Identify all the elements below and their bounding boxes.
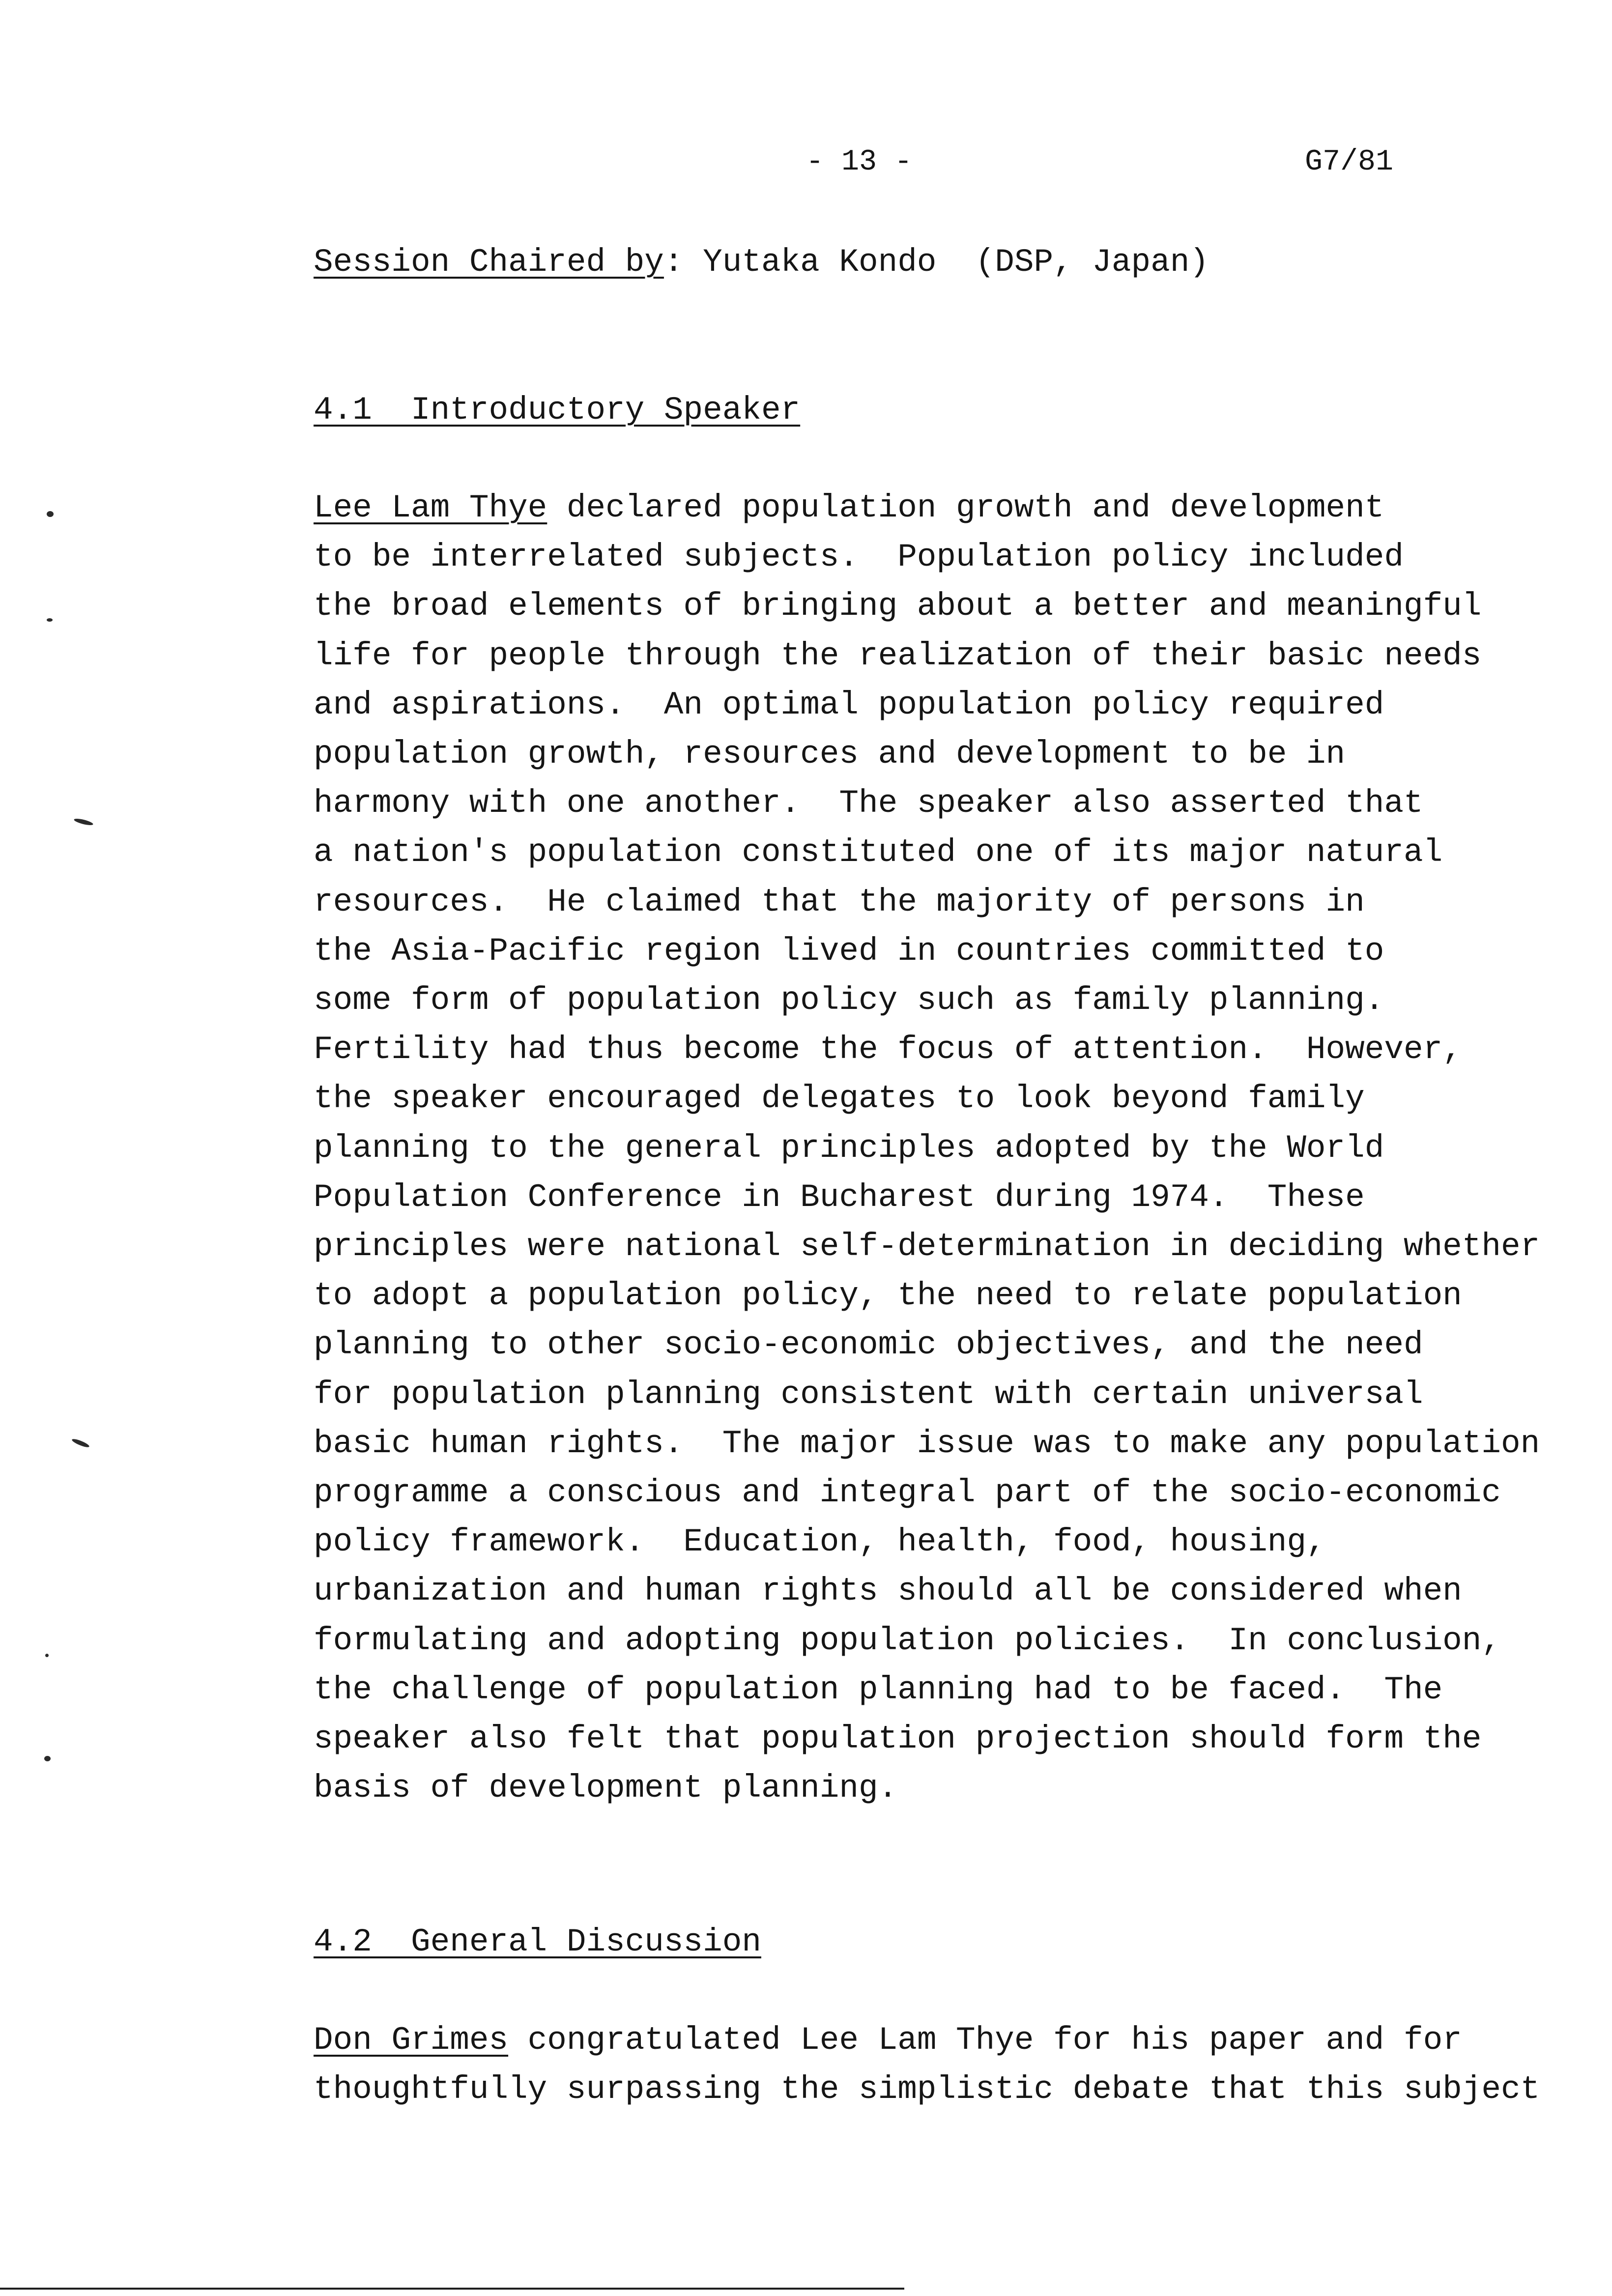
paragraph-line-text: declared population growth and development <box>547 489 1384 526</box>
page-number: - 13 - <box>806 145 913 179</box>
paragraph-line <box>314 488 1384 528</box>
paragraph-line: the Asia-Pacific region lived in countries committed to <box>314 932 1384 970</box>
paragraph-line: basic human rights. The major issue was to make any population <box>314 1425 1540 1462</box>
paragraph-line: population growth, resources and development to be in <box>314 736 1346 773</box>
scan-speck <box>44 1756 51 1761</box>
paragraph-line: formulating and adopting population policies. In conclusion, <box>314 1622 1501 1659</box>
paragraph-line: life for people through the realization of their basic needs <box>314 637 1482 674</box>
scan-speck <box>47 511 54 517</box>
paragraph-line: Population Conference in Bucharest during 1974. These <box>314 1178 1365 1216</box>
section-heading-4-2 <box>314 1923 761 1962</box>
paragraph-line: Fertility had thus become the focus of attention. However, <box>314 1031 1462 1068</box>
paragraph-line: the broad elements of bringing about a better and meaningful <box>314 588 1482 625</box>
paragraph-line: a nation's population constituted one of its major natural <box>314 834 1443 871</box>
speaker-name: Lee Lam Thye <box>314 489 547 526</box>
scan-speck <box>71 1437 90 1449</box>
scan-speck <box>74 817 94 826</box>
paragraph-line: to adopt a population policy, the need to relate population <box>314 1277 1462 1315</box>
section-heading-4-2-text: 4.2 General Discussion <box>314 1923 761 1960</box>
session-chair-label: Session Chaired by <box>314 244 664 281</box>
session-chair-line <box>314 243 1209 282</box>
paragraph-line: programme a conscious and integral part of the socio-economic <box>314 1474 1501 1511</box>
section-heading-4-1 <box>314 391 800 430</box>
paragraph-line-text: congratulated Lee Lam Thye for his paper and for <box>508 2022 1462 2059</box>
scan-speck <box>47 618 53 622</box>
section-heading-4-1-text: 4.1 Introductory Speaker <box>314 392 801 429</box>
paragraph-line: principles were national self-determination in deciding whether <box>314 1228 1540 1265</box>
paragraph-line: harmony with one another. The speaker also asserted that <box>314 785 1423 822</box>
paragraph-line: policy framework. Education, health, food, housing, <box>314 1523 1326 1561</box>
speaker-name: Don Grimes <box>314 2022 509 2059</box>
paragraph-line <box>314 2021 1462 2060</box>
paragraph-line: and aspirations. An optimal population policy required <box>314 686 1384 723</box>
paragraph-line: thoughtfully surpassing the simplistic debate that this subject <box>314 2071 1540 2108</box>
paragraph-line: for population planning consistent with certain universal <box>314 1376 1423 1413</box>
paragraph-line: the challenge of population planning had to be faced. The <box>314 1671 1443 1708</box>
paragraph-line: urbanization and human rights should all be considered when <box>314 1573 1462 1610</box>
scan-speck <box>45 1654 49 1657</box>
paragraph-line: some form of population policy such as family planning. <box>314 982 1384 1019</box>
session-chair-value: Yutaka Kondo (DSP, Japan) <box>703 244 1209 281</box>
session-chair-separator: : <box>663 244 684 281</box>
paragraph-line: the speaker encouraged delegates to look beyond family <box>314 1080 1365 1118</box>
paragraph-line: resources. He claimed that the majority of persons in <box>314 883 1365 920</box>
paragraph-line: to be interrelated subjects. Population policy included <box>314 539 1404 576</box>
paragraph-line: speaker also felt that population projection should form the <box>314 1721 1482 1757</box>
paragraph-line: planning to the general principles adopted by the World <box>314 1129 1384 1167</box>
paragraph-line: basis of development planning. <box>314 1770 898 1807</box>
paragraph-line: planning to other socio-economic objectives, and the need <box>314 1326 1423 1364</box>
document-code: G7/81 <box>1305 145 1394 179</box>
bottom-edge-rule <box>0 2288 904 2290</box>
